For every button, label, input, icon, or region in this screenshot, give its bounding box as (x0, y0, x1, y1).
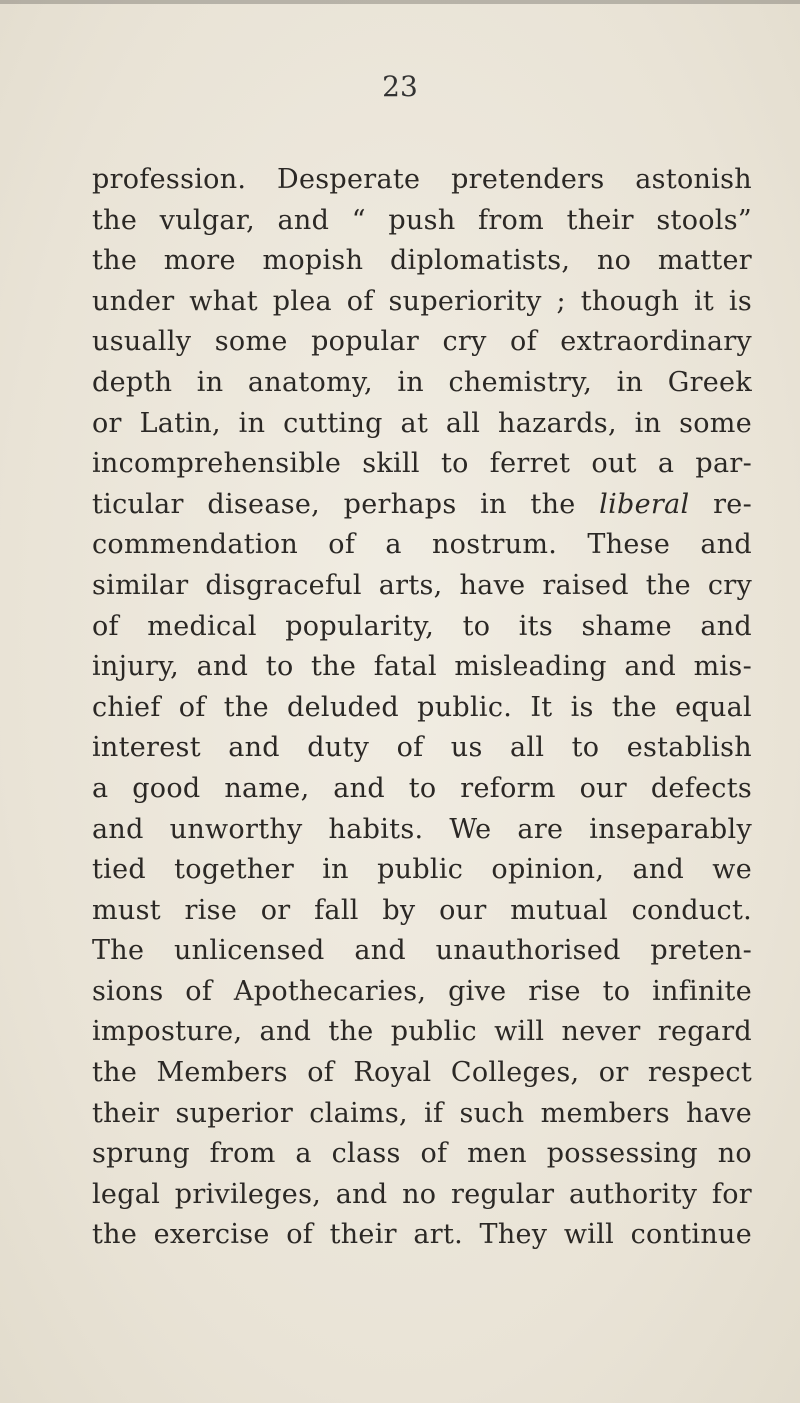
text-line-11: similar disgraceful arts, have raised the cry (92, 569, 752, 601)
body-text (92, 160, 752, 1256)
text-line-18: tied together in public opinion, and we (92, 854, 752, 886)
text-line-5: usually some popular cry of extraordinary (92, 326, 752, 358)
text-line-16: a good name, and to reform our defects (92, 772, 752, 804)
text-line-20: The unlicensed and unauthorised preten- (92, 935, 752, 967)
text-line-23: the Members of Royal Colleges, or respect (92, 1057, 752, 1089)
text-line-14: chief of the deluded public. It is the equal (92, 691, 752, 723)
text-line-9-tail: re- (689, 488, 752, 520)
text-line-15: interest and duty of us all to establish (92, 732, 752, 764)
text-line-26: legal privileges, and no regular authority for (92, 1178, 752, 1210)
text-line-4: under what plea of superiority ; though it is (92, 285, 752, 317)
text-line-24: their superior claims, if such members have (92, 1097, 752, 1129)
text-line-9-start: ticular disease, perhaps in the (92, 488, 576, 520)
text-line-8: incomprehensible skill to ferret out a par- (92, 448, 752, 480)
text-line-27: the exercise of their art. They will continue (92, 1219, 752, 1251)
text-line-7: or Latin, in cutting at all hazards, in some (92, 407, 752, 439)
text-line-17: and unworthy habits. We are inseparably (92, 813, 752, 845)
text-line-25: sprung from a class of men possessing no (92, 1138, 752, 1170)
text-line-9-italic: liberal (599, 488, 690, 520)
text-line-9 (92, 485, 752, 526)
page-top-edge (0, 0, 800, 4)
text-line-22: imposture, and the public will never regard (92, 1016, 752, 1048)
text-line-12: of medical popularity, to its shame and (92, 610, 752, 642)
page-number: 23 (382, 70, 418, 103)
text-line-6: depth in anatomy, in chemistry, in Greek (92, 366, 752, 398)
text-line-19: must rise or fall by our mutual conduct. (92, 894, 752, 926)
text-line-2: the vulgar, and “ push from their stools” (92, 204, 752, 236)
text-line-10: commendation of a nostrum. These and (92, 529, 752, 561)
text-line-13: injury, and to the fatal misleading and mis- (92, 651, 752, 683)
text-line-21: sions of Apothecaries, give rise to infinite (92, 975, 752, 1007)
text-line-3: the more mopish diplomatists, no matter (92, 245, 752, 277)
text-line-1: profession. Desperate pretenders astonish (92, 164, 752, 195)
